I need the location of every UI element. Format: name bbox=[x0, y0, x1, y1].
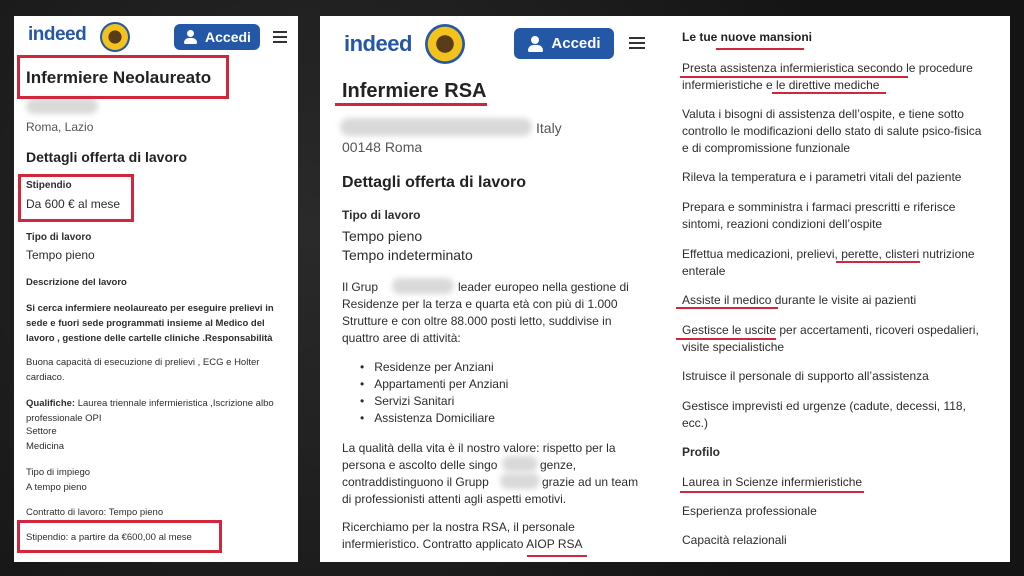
salary-value: Da 600 € al mese bbox=[26, 197, 121, 211]
intro-line: Residenze per la terza e quarta età con più di 1.000 bbox=[342, 297, 618, 311]
job-title: Infermiere RSA bbox=[342, 80, 487, 102]
intro-line: leader europeo nella gestione di bbox=[458, 280, 629, 294]
area-list-item: • Residenze per Anziani bbox=[360, 360, 494, 374]
values-line: genze, bbox=[540, 458, 577, 472]
details-heading: Dettagli offerta di lavoro bbox=[26, 149, 188, 165]
indeed-logo[interactable]: indeed bbox=[344, 31, 412, 56]
contract-line: Contratto di lavoro: Tempo pieno bbox=[26, 507, 164, 518]
sector-label: Settore bbox=[26, 426, 57, 437]
indeed-logo[interactable]: indeed bbox=[28, 24, 87, 45]
description-heading: Descrizione del lavoro bbox=[26, 277, 127, 288]
profile-item: Laurea in Scienze infermieristiche bbox=[682, 475, 863, 489]
redacted-address bbox=[340, 118, 532, 136]
qualifications-label: Qualifiche: bbox=[26, 398, 76, 409]
contract-aiop: AIOP RSA bbox=[526, 537, 583, 551]
values-line: La qualità della vita è il nostro valore: rispetto per la bbox=[342, 441, 616, 455]
qualifications-text: Laurea triennale infermieristica ,Iscrizione albo professionale OPI bbox=[26, 398, 274, 424]
sector-value: Medicina bbox=[26, 441, 65, 452]
profile-heading: Profilo bbox=[682, 445, 720, 459]
employment-label: Tipo di impiego bbox=[26, 467, 91, 478]
redacted-text bbox=[502, 456, 538, 472]
qualifications bbox=[26, 396, 288, 426]
hamburger-menu-icon[interactable] bbox=[629, 37, 645, 52]
description-bold: Si cerca infermiere neolaureato per eseguire prelievi in sede e fuori sede programmati insieme al Medico del lavoro , gestione delle cartelle cliniche .Responsabilità bbox=[26, 303, 274, 344]
job-location: Roma, Lazio bbox=[26, 120, 94, 134]
redacted-company bbox=[392, 278, 454, 294]
type-value-2: Tempo indeterminato bbox=[342, 247, 473, 263]
profile-item: Esperienza professionale bbox=[682, 504, 817, 518]
job-address: 00148 Roma bbox=[342, 139, 423, 155]
task-item: Valuta i bisogni di assistenza dell’ospite, e tiene sotto controllo le modificazioni dello stato di salute psico-fisica e di compromissione funzionale bbox=[682, 107, 982, 155]
login-label: Accedi bbox=[551, 35, 601, 52]
duties-heading: Le tue nuove mansioni bbox=[682, 30, 813, 44]
login-button[interactable] bbox=[174, 24, 260, 50]
right-job-panel bbox=[320, 16, 1010, 562]
intro-line: Strutture e con oltre 88.000 posti letto, suddivise in bbox=[342, 314, 612, 328]
type-label: Tipo di lavoro bbox=[342, 208, 421, 222]
details-heading: Dettagli offerta di lavoro bbox=[342, 174, 527, 191]
task-item: Prepara e somministra i farmaci prescritti e riferisce sintomi, reazioni condizioni dell’ospite bbox=[682, 200, 956, 231]
login-button[interactable] bbox=[514, 28, 614, 59]
salary-label: Stipendio bbox=[26, 180, 72, 191]
task-item: Gestisce imprevisti ed urgenze (cadute, decessi, 118, ecc.) bbox=[682, 399, 966, 430]
redacted-company bbox=[500, 473, 540, 489]
profile-item: Capacità relazionali bbox=[682, 533, 787, 547]
intro-line: Il Grup bbox=[342, 280, 379, 294]
values-line: persona e ascolto delle singo bbox=[342, 458, 498, 472]
hamburger-menu-icon[interactable] bbox=[273, 31, 287, 46]
task-item: Rileva la temperatura e i parametri vitali del paziente bbox=[682, 170, 962, 184]
area-list-item: • Appartamenti per Anziani bbox=[360, 377, 509, 391]
job-country: Italy bbox=[536, 120, 562, 136]
left-job-panel bbox=[14, 16, 298, 562]
task-item: Presta assistenza infermieristica secondo le procedure infermieristiche e le direttive mediche bbox=[682, 61, 973, 92]
search-line: infermieristico. Contratto applicato AIOP RSA bbox=[342, 537, 583, 551]
job-title: Infermiere Neolaureato bbox=[26, 68, 212, 87]
values-line: di professionisti attenti agli aspetti emotivi. bbox=[342, 492, 567, 506]
intro-line: quattro aree di attività: bbox=[342, 331, 461, 345]
salary-bottom: Stipendio: a partire da €600,00 al mese bbox=[26, 532, 192, 543]
description-skills: Buona capacità di esecuzione di prelievi , ECG e Holter cardiaco. bbox=[26, 357, 260, 383]
sunflower-icon bbox=[100, 22, 130, 52]
login-label: Accedi bbox=[205, 29, 251, 45]
task-item: Effettua medicazioni, prelievi, perette, clisteri nutrizione enterale bbox=[682, 247, 975, 278]
search-line: Ricerchiamo per la nostra RSA, il personale bbox=[342, 520, 575, 534]
task-item: Assiste il medico durante le visite ai pazienti bbox=[682, 293, 917, 307]
type-value: Tempo pieno bbox=[26, 248, 95, 262]
values-line: grazie ad un team bbox=[542, 475, 639, 489]
task-item: Istruisce il personale di supporto all’assistenza bbox=[682, 369, 929, 383]
type-value-1: Tempo pieno bbox=[342, 228, 423, 244]
area-list-item: • Servizi Sanitari bbox=[360, 394, 455, 408]
user-icon bbox=[183, 30, 197, 44]
type-label: Tipo di lavoro bbox=[26, 232, 92, 243]
task-item: Gestisce le uscite per accertamenti, ricoveri ospedalieri, visite specialistiche bbox=[682, 323, 979, 354]
redacted-company bbox=[26, 98, 98, 114]
values-line: contraddistinguono il Grupp bbox=[342, 475, 489, 489]
area-list-item: • Assistenza Domiciliare bbox=[360, 411, 495, 425]
employment-value: A tempo pieno bbox=[26, 482, 87, 493]
user-icon bbox=[527, 36, 543, 52]
sunflower-icon bbox=[425, 24, 465, 64]
